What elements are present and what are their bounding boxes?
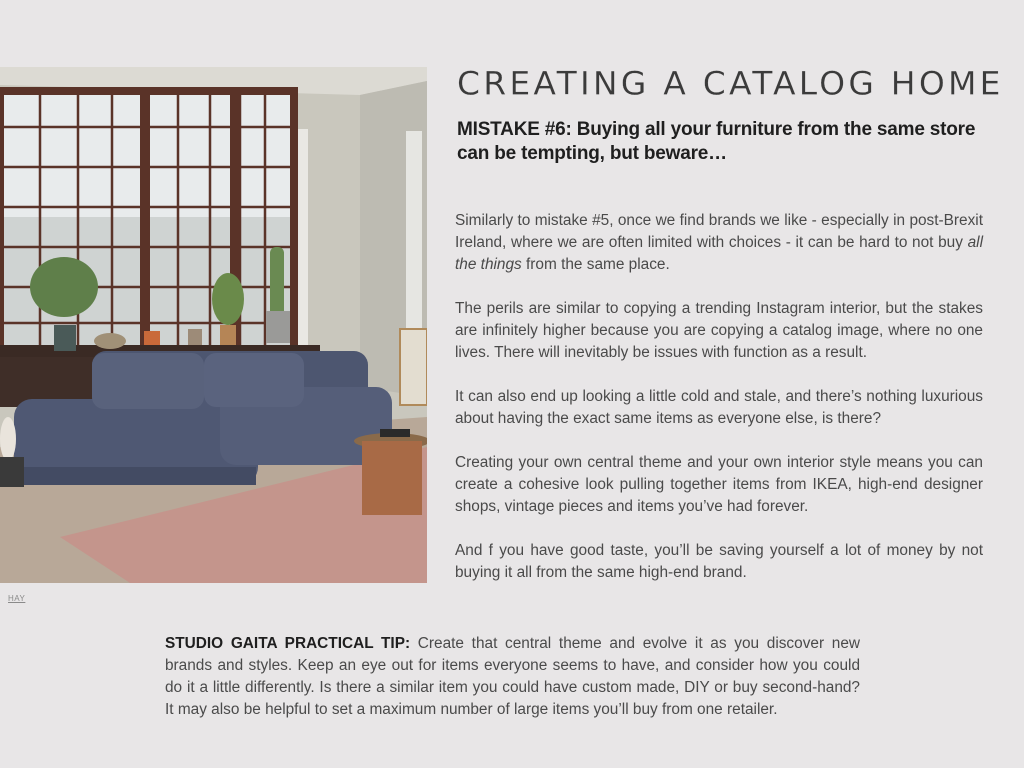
photo-credit-link[interactable]: HAY [8,594,26,603]
tip-text: Create that central theme and evolve it as you discover new brands and styles. Keep an eye out for items everyone seems to have, and consider how you could do it a little differently. Is there a similar item you could have custom made, DIY or buy second-hand? It may also be helpful to set a maximum number of large items you’ll buy from one retailer. [165,635,860,718]
italic-emphasis: all the things [455,234,983,273]
paragraph-5: And f you have good taste, you’ll be saving yourself a lot of money by not buying it all from the same high-end brand. [455,542,983,581]
article-body [455,210,983,606]
paragraph-4: Creating your own central theme and your own interior style means you can create a cohesive look pulling together items from IKEA, high-end designer shops, vintage pieces and items you’ve had forever. [455,454,983,515]
page-title: CREATING A CATALOG HOME [457,64,1004,103]
paragraph-1: Similarly to mistake #5, once we find brands we like - especially in post-Brexit Ireland, where we are often limited with choices - it can be hard to not buy all the things from the same place. [455,212,983,273]
practical-tip [165,633,860,721]
tip-label: STUDIO GAITA PRACTICAL TIP: [165,635,411,652]
mistake-subheading: MISTAKE #6: Buying all your furniture from the same store can be tempting, but beware… [457,119,976,164]
paragraph-2: The perils are similar to copying a trending Instagram interior, but the stakes are infinitely higher because you are copying a catalog image, where no one lives. There will inevitably be issues with function as a result. [455,300,983,361]
paragraph-3: It can also end up looking a little cold and stale, and there’s nothing luxurious about having the exact same items as everyone else, is there? [455,388,983,427]
living-room-photo [0,67,427,583]
window [0,87,298,357]
